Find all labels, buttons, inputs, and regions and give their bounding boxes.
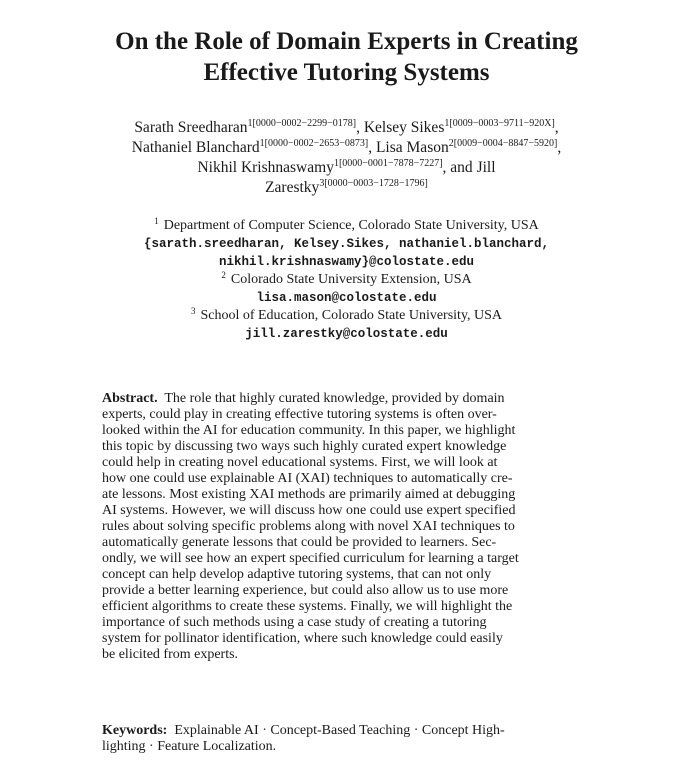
abstract-line: provide a better learning experience, but could also allow us to use more	[102, 583, 509, 598]
abstract-line: efficient algorithms to create these systems. Finally, we will highlight the	[102, 599, 513, 614]
author-orcid: 1[0000−0002−2653−0873]	[259, 138, 369, 149]
author-separator: ,	[554, 119, 559, 136]
author-name: Lisa Mason	[375, 139, 449, 156]
author-line-1	[40, 118, 653, 138]
author-name: Kelsey Sikes	[363, 119, 445, 136]
author-name: Nathaniel Blanchard	[131, 139, 260, 156]
abstract-line: automatically generate lessons that could be provided to learners. Sec-	[102, 535, 497, 550]
author-name: Sarath Sreedharan	[134, 119, 248, 136]
abstract-line: this topic by discussing two ways such highly curated expert knowledge	[102, 439, 507, 454]
author-list	[40, 118, 653, 198]
affiliation-text: Colorado State University Extension, USA	[230, 272, 472, 287]
abstract-line: concept can help develop adaptive tutoring systems, that can not only	[102, 567, 492, 582]
author-orcid: 1[0009−0003−9711−920X]	[444, 118, 555, 129]
abstract-line: system for pollinator identification, where such knowledge could easily	[102, 631, 503, 646]
abstract-label: Abstract.	[102, 391, 158, 406]
keywords-line-2: lighting · Feature Localization.	[102, 739, 277, 754]
affiliations	[40, 217, 653, 343]
keywords-line-1	[102, 723, 584, 739]
abstract-line: ate lessons. Most existing XAI methods are primarily aimed at debugging	[102, 487, 516, 502]
affiliation-number: 1	[154, 216, 159, 226]
affiliation-3-email: jill.zarestky@colostate.edu	[245, 327, 448, 341]
author-orcid: 1[0000−0001−7878−7227]	[333, 158, 443, 169]
paper-title	[40, 26, 653, 88]
affiliation-number: 2	[221, 270, 226, 280]
affiliation-number: 3	[190, 306, 196, 316]
abstract-line: experts, could play in creating effective tutoring systems is often over-	[102, 407, 497, 422]
abstract-text: The role that highly curated knowledge, provided by domain	[164, 391, 505, 406]
author-separator: ,	[356, 119, 360, 136]
abstract-line: looked within the AI for education community. In this paper, we highlight	[102, 423, 516, 438]
affiliation-text: School of Education, Colorado State University, USA	[200, 308, 503, 323]
abstract-line: importance of such methods using a case study of creating a tutoring	[102, 615, 487, 630]
author-line-4	[40, 178, 653, 198]
affiliation-2	[40, 271, 653, 289]
author-line-2	[40, 138, 653, 158]
affiliation-text: Department of Computer Science, Colorado State University, USA	[163, 218, 539, 233]
abstract-line: be elicited from experts.	[102, 647, 239, 662]
abstract-line: how one could use explainable AI (XAI) techniques to automatically cre-	[102, 471, 513, 486]
author-name: Nikhil Krishnaswamy	[197, 159, 334, 176]
affiliation-1-email-line-1: {sarath.sreedharan, Kelsey.Sikes, nathaniel.blanchard,	[143, 237, 550, 251]
abstract-line: AI systems. However, we will discuss how one could use expert specified	[102, 503, 516, 518]
title-line-2: Effective Tutoring Systems	[203, 59, 490, 86]
author-orcid: 3[0000−0003−1728−1796]	[319, 178, 428, 189]
author-name-part: Jill	[476, 159, 496, 176]
abstract-line: rules about solving specific problems along with novel XAI techniques to	[102, 519, 515, 534]
affiliation-2-email: lisa.mason@colostate.edu	[256, 291, 437, 305]
keywords-text: Explainable AI · Concept-Based Teaching · Concept High-	[174, 723, 505, 738]
abstract-line: could help in creating novel educational systems. First, we will look at	[102, 455, 498, 470]
author-orcid: 2[0009−0004−8847−5920]	[448, 138, 558, 149]
abstract-line	[102, 391, 584, 407]
abstract-line: ondly, we will see how an expert specified curriculum for learning a target	[102, 551, 519, 566]
keywords	[102, 723, 584, 755]
author-name-part: Zarestky	[265, 179, 320, 196]
affiliation-3	[40, 307, 653, 325]
abstract	[102, 391, 584, 663]
author-orcid: 1[0000−0002−2299−0178]	[247, 118, 357, 129]
title-line-1: On the Role of Domain Experts in Creating	[115, 28, 578, 55]
affiliation-1	[40, 217, 653, 235]
author-separator: ,	[368, 139, 373, 156]
author-separator: ,	[557, 139, 562, 156]
affiliation-1-email-line-2: nikhil.krishnaswamy}@colostate.edu	[218, 255, 475, 269]
keywords-label: Keywords:	[102, 723, 168, 738]
author-separator: , and	[442, 159, 473, 176]
author-line-3	[40, 158, 653, 178]
